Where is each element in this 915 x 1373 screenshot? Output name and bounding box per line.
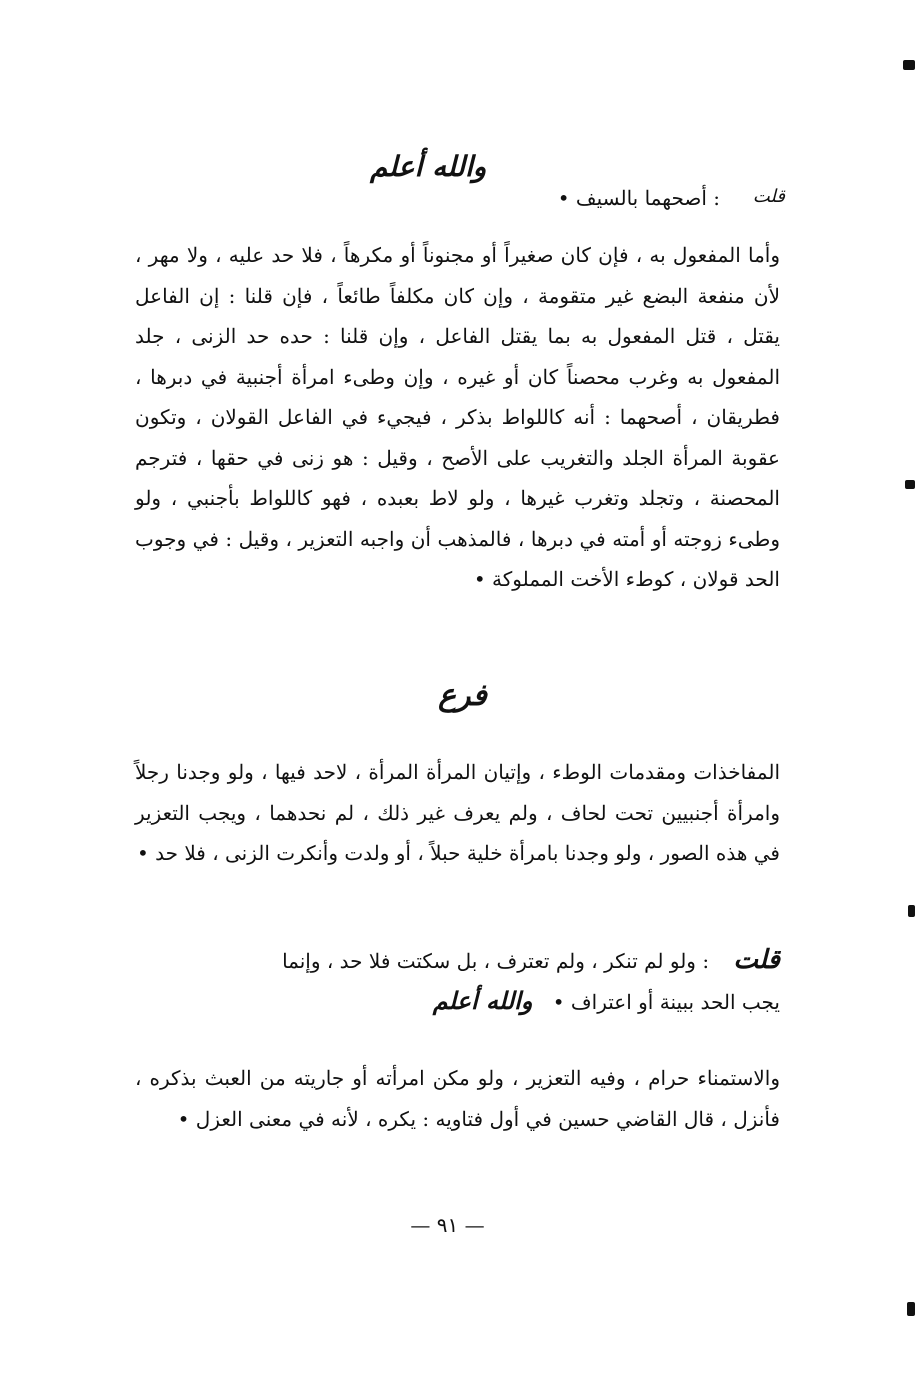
scan-edge-mark xyxy=(908,905,915,917)
section-heading: فرع xyxy=(438,678,487,713)
note-line-2-wrap xyxy=(135,981,780,1022)
scan-edge-mark xyxy=(905,480,915,489)
note-line-2: يجب الحد ببينة أو اعتراف • xyxy=(552,990,780,1014)
opinion-line xyxy=(135,180,785,220)
scan-edge-mark xyxy=(903,60,915,70)
paragraph-3: والاستمناء حرام ، وفيه التعزير ، ولو مكن امرأته أو جاريته من العبث بذكره ، فأنزل ، قال القاضي حسين في أول فتاويه : يكره ، لأنه في معنى العزل • xyxy=(135,1066,780,1131)
qult-label: قلت xyxy=(733,945,780,975)
page-number: — ٩١ — xyxy=(410,1213,485,1237)
closing-phrase: والله أعلم xyxy=(370,150,487,183)
opinion-text: : أصحهما بالسيف • xyxy=(557,186,720,210)
qult-label: قلت xyxy=(752,186,785,207)
note-block xyxy=(135,940,780,1022)
paragraph-1: وأما المفعول به ، فإن كان صغيراً أو مجنوناً أو مكرهاً ، فلا حد عليه ، ولا مهر ، لأن منفعة البضع غير متقومة ، وإن كان مكلفاً طائعاً ، فإن قلنا : إن الفاعل يقتل ، قتل المفعول به بما يقتل الفاعل ، وإن قلنا : حده حد الزنى ، جلد المفعول به وغرب محصناً كان أو غيره ، وإن وطىء امرأة أجنبية في دبرها ، فطريقان ، أصحهما : أنه كاللواط بذكر ، فيجيء في الفاعل القولان ، وتكون عقوبة المرأة الجلد والتغريب على الأصح ، وقيل : هو زنى في حقها ، فترجم المحصنة ، وتجلد وتغرب غيرها ، ولو لاط بعبده ، فهو كاللواط بأجنبي ، ولو وطىء زوجته أو أمته في دبرها ، فالمذهب أن واجبه التعزير ، وقيل : في وجوب الحد قولان ، كوطء الأخت المملوكة • xyxy=(135,243,780,591)
closing-phrase: والله أعلم xyxy=(432,986,533,1015)
note-line-1: : ولو لم تنكر ، ولم تعترف ، بل سكتت فلا حد ، وإنما xyxy=(282,949,710,973)
paragraph-2: المفاخذات ومقدمات الوطء ، وإتيان المرأة المرأة ، لاحد فيها ، ولو وجدنا رجلاً وامرأة أجنبيين تحت لحاف ، ولم يعرف غير ذلك ، لم نحدهما ، ويجب التعزير في هذه الصور ، ولو وجدنا بامرأة خلية حبلاً ، أو ولدت وأنكرت الزنى ، فلا حد • xyxy=(135,760,780,865)
scan-edge-mark xyxy=(907,1302,915,1316)
